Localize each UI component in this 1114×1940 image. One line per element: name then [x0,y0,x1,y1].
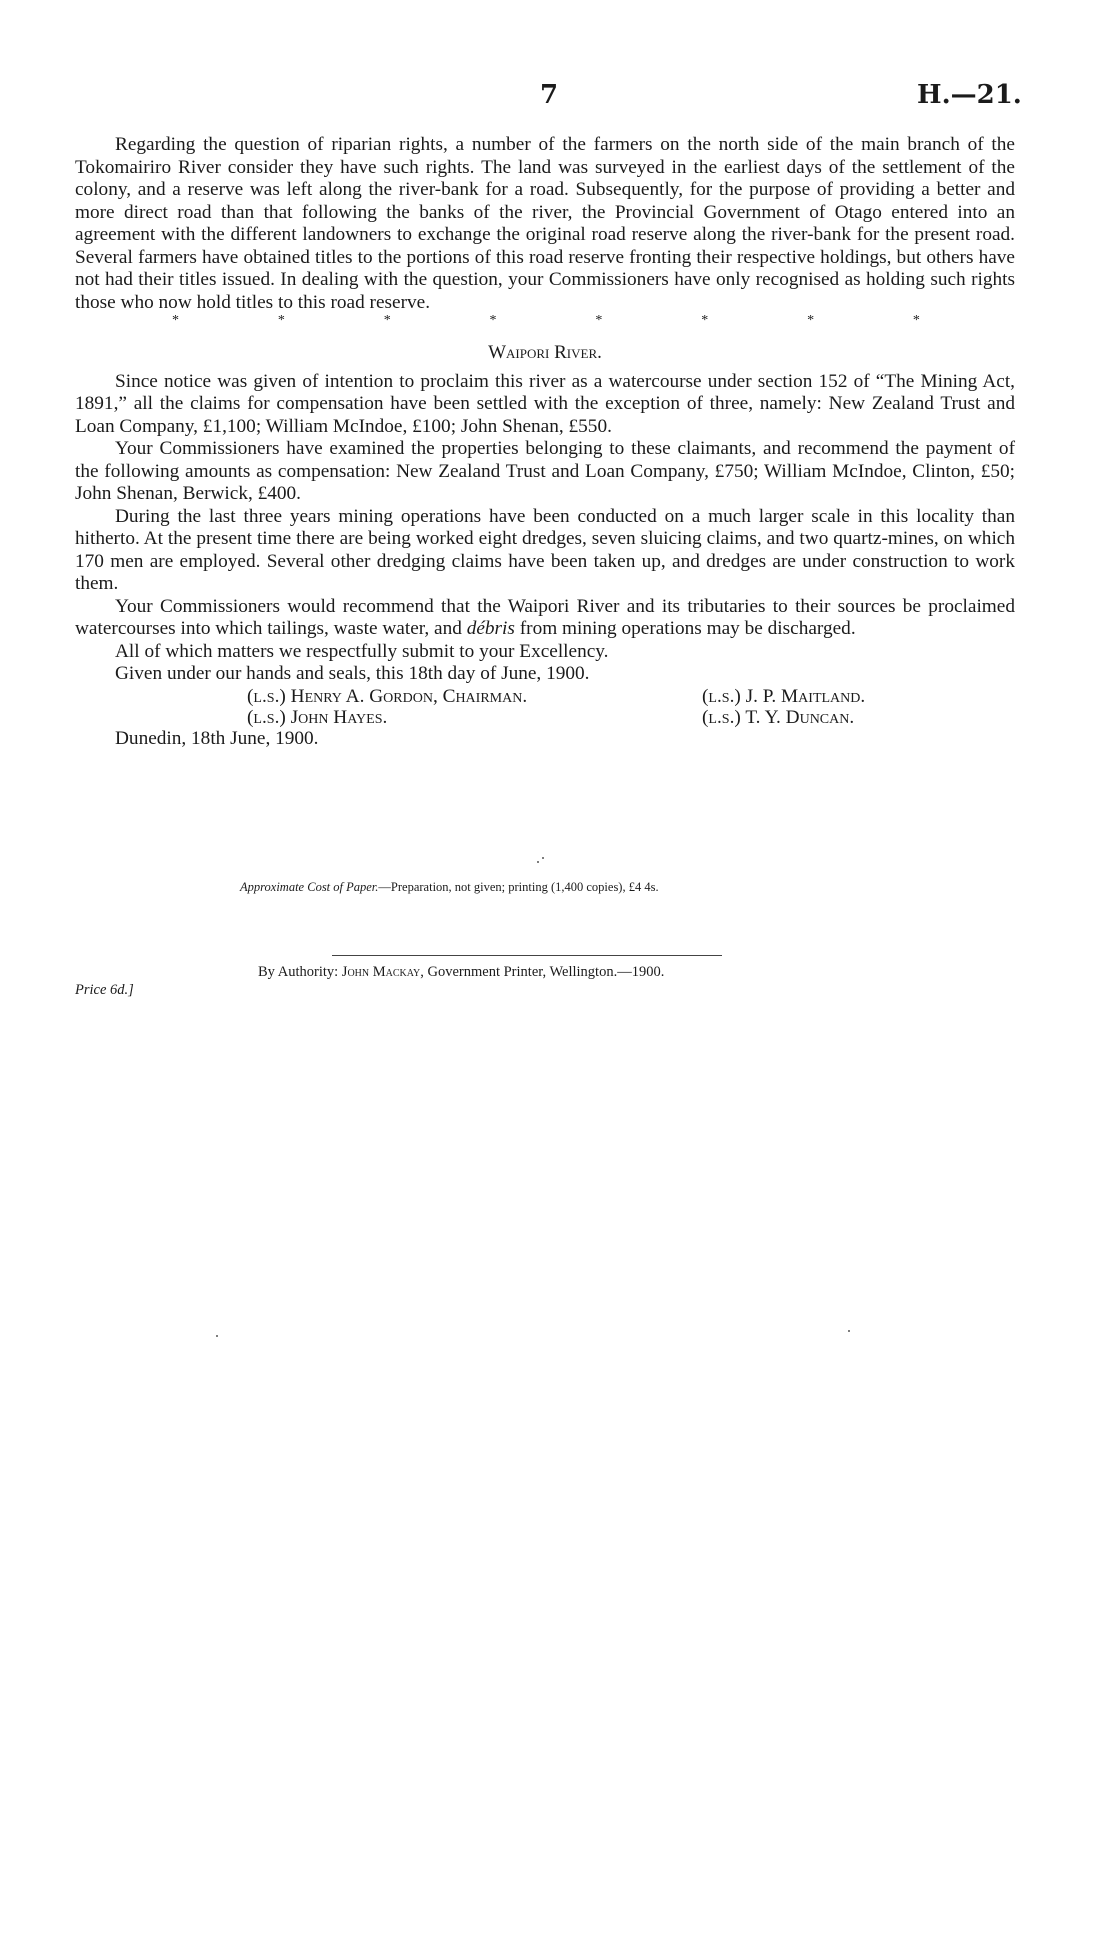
separator-star: * [701,313,709,328]
recommendation-text: Your Commissioners would recommend that the Waipori River and its tributaries to their sources be proclaimed watercourses into which tailings, waste water, and [75,595,1015,639]
cost-text: —Preparation, not given; printing (1,400 copies), £4 4s. [378,880,659,894]
proclamation-paragraph: Since notice was given of intention to proclaim this river as a watercourse under section 152 of “The Mining Act, 1891,” all the claims for compensation have been settled with the exception of three, namely: New Zealand Trust and Loan Company, £1,100; William McIndoe, £100; John Shenan, £550. [75,370,1015,437]
signatory: J. P. Maitland. [745,685,866,707]
seal-mark: (l.s.) [247,685,286,707]
mining-operations-paragraph: During the last three years mining operations have been conducted on a much larger scale in this locality than hitherto. At the present time there are being worked eight dredges, seven sluicing claims, and two quartz-mines, on which 170 men are employed. Several other dredging claims have been taken up, and dredges are under construction to work them. [75,505,1015,594]
seal-mark: (l.s.) [702,706,741,728]
separator-star: * [912,313,920,328]
stray-mark [848,1330,850,1332]
given-under-line: Given under our hands and seals, this 18th day of June, 1900. [115,663,590,684]
seal-mark: (l.s.) [702,685,741,707]
stray-mark [537,861,539,863]
authority-suffix: , Government Printer, Wellington.—1900. [420,964,665,980]
compensation-paragraph: Your Commissioners have examined the properties belonging to these claimants, and recommend the payment of the following amounts as compensation: New Zealand Trust and Loan Company, £750; William McIndoe, Clinton, £50; John Shenan, Berwick, £400. [75,438,1015,504]
debris-term: débris [466,618,515,639]
authority-prefix: By Authority: [258,964,342,980]
separator-star: * [489,313,497,328]
recommendation-text-end: from mining operations may be discharged. [514,618,856,639]
signature-row [75,707,1015,728]
separator-star: * [277,313,285,328]
printer-name: John Mackay [341,964,421,980]
page-number: 7 [540,80,559,110]
signature-row [75,686,1015,707]
cost-label: Approximate Cost of Paper. [240,880,379,894]
printer-imprint [258,964,664,981]
signatory: Henry A. Gordon, Chairman. [290,685,528,707]
section-separator [75,312,1015,330]
price: Price 6d.] [75,982,134,998]
recommendation-paragraph [75,596,1015,641]
separator-star: * [172,313,179,328]
submission-line: All of which matters we respectfully submit to your Excellency. [115,640,609,662]
footer-rule [332,955,722,956]
cost-note [240,880,940,895]
stray-mark [542,857,544,859]
separator-star: * [807,313,815,328]
signatory: T. Y. Duncan. [745,706,855,728]
section-heading: Waipori River. [488,342,602,363]
document-reference: H.—21. [917,80,1022,110]
document-body [75,134,1015,750]
riparian-rights-paragraph: Regarding the question of riparian rights, a number of the farmers on the north side of the main branch of the Tokomairiro River consider they have such rights. The land was surveyed in the earliest days of the settlement of the colony, and a reserve was left along the river-bank for a road. Subsequently, for the purpose of providing a better and more direct road than that following the banks of the river, the Provincial Government of Otago entered into an agreement with the different landowners to exchange the original road reserve along the river-bank for the present road. Several farmers have obtained titles to the portions of this road reserve fronting their respective holdings, but others have not had their titles issued. In dealing with the question, your Commissioners have only recognised as holding such rights those who now hold titles to this road reserve. [75,134,1015,313]
signatory: John Hayes. [290,706,388,728]
signature-block [75,686,1015,728]
place-and-date: Dunedin, 18th June, 1900. [115,727,319,749]
seal-mark: (l.s.) [247,706,286,728]
separator-star: * [595,313,603,328]
stray-mark [216,1335,218,1337]
separator-star: * [383,313,391,328]
